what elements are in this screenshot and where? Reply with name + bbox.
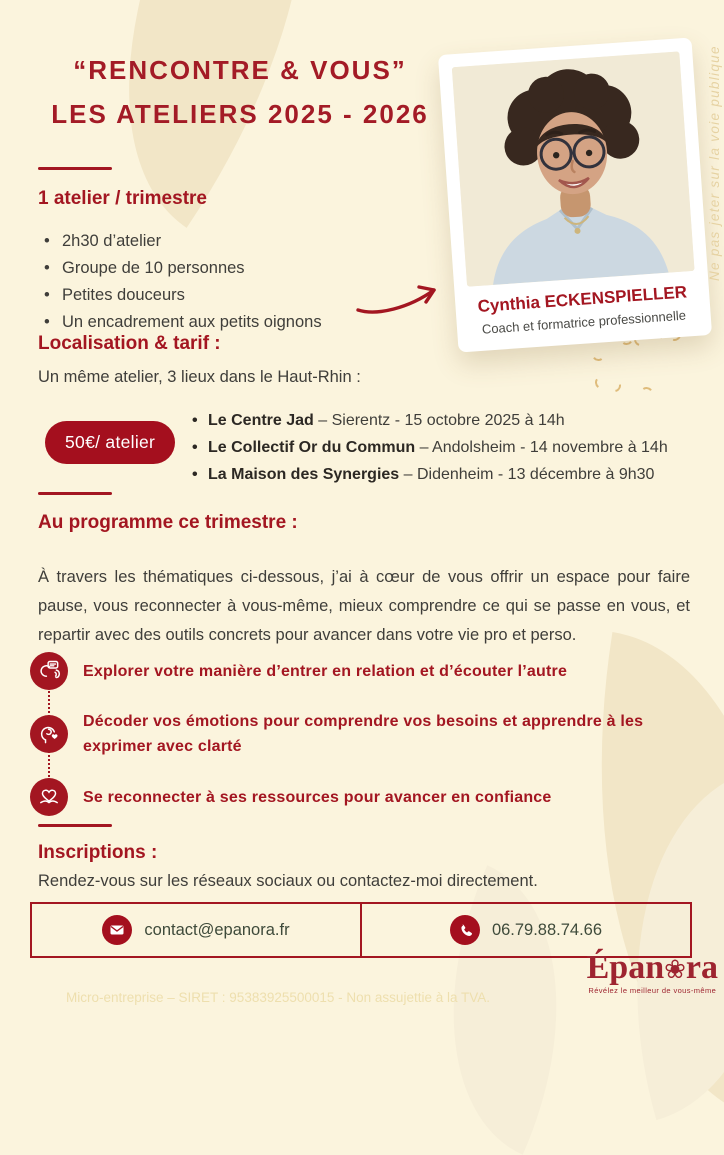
- venue-name: La Maison des Synergies: [208, 466, 400, 483]
- divider: [38, 167, 112, 170]
- divider: [38, 492, 112, 495]
- portrait-photo: [452, 51, 695, 286]
- email-address[interactable]: contact@epanora.fr: [144, 920, 290, 939]
- venue-name: Le Collectif Or du Commun: [208, 439, 416, 456]
- flower-icon: ❀: [664, 955, 686, 985]
- venue-details: – Andolsheim - 14 novembre à 14h: [415, 439, 668, 456]
- program-item: [30, 652, 700, 690]
- list-item: • Petites douceurs: [44, 282, 322, 309]
- curved-arrow-icon: [355, 281, 443, 322]
- phone-icon: [450, 915, 480, 945]
- speech-listening-icon: [30, 652, 68, 690]
- person-name: Cynthia ECKENSPIELLER: [477, 282, 688, 317]
- list-item: • Groupe de 10 personnes: [44, 255, 322, 282]
- person-role: Coach et formatrice professionnelle: [481, 307, 687, 337]
- program-item-label: Décoder vos émotions pour comprendre vos besoins et apprendre à les exprimer avec clarté: [83, 713, 644, 755]
- section-heading-registration: Inscriptions :: [38, 842, 158, 863]
- envelope-icon: [102, 915, 132, 945]
- title-line-1: “RENCONTRE & VOUS”: [73, 55, 407, 85]
- registration-text: Rendez-vous sur les réseaux sociaux ou contactez-moi directement.: [38, 872, 538, 890]
- venue-row: [192, 407, 668, 434]
- polaroid-photo-card: [438, 38, 712, 353]
- venue-list: [192, 407, 668, 488]
- program-item-label: Se reconnecter à ses ressources pour avancer en confiance: [83, 788, 552, 806]
- brand-tagline: Révélez le meilleur de vous-même: [588, 986, 717, 995]
- mind-heart-icon: [30, 715, 68, 753]
- heart-in-hands-icon: [30, 778, 68, 816]
- list-item: • 2h30 d’atelier: [44, 228, 322, 255]
- program-item: [30, 778, 700, 816]
- brand-name-suffix: ra: [685, 949, 718, 986]
- venue-details: – Sierentz - 15 octobre 2025 à 14h: [313, 412, 565, 429]
- section-heading-location: Localisation & tarif :: [38, 333, 221, 354]
- list-item: • Un encadrement aux petits oignons: [44, 309, 322, 336]
- brand-name: [587, 948, 718, 990]
- program-item: [30, 709, 700, 759]
- venue-details: – Didenheim - 13 décembre à 9h30: [399, 466, 655, 483]
- program-item-label: Explorer votre manière d’entrer en relation et d’écouter l’autre: [83, 662, 568, 680]
- divider: [38, 824, 112, 827]
- section-heading-frequency: 1 atelier / trimestre: [38, 188, 207, 209]
- venue-name: Le Centre Jad: [208, 412, 314, 429]
- email-contact[interactable]: [32, 904, 360, 956]
- venue-row: [192, 434, 668, 461]
- brand-logo: [587, 948, 718, 995]
- program-intro: À travers les thématiques ci-dessous, j’ai à cœur de vous offrir un espace pour faire pause, vous reconnecter à vous-même, mieux comprendre ce qui se passe en vous, et repartir avec des outils concrets pour avancer dans votre vie pro et perso.: [38, 567, 690, 644]
- price-badge: 50€/ atelier: [45, 421, 175, 464]
- phone-number[interactable]: 06.79.88.74.66: [491, 920, 603, 939]
- venue-row: [192, 461, 668, 488]
- program-item-list: [30, 652, 700, 835]
- side-note: Ne pas jeter sur la voie publique: [707, 45, 722, 281]
- legal-note: Micro-entreprise – SIRET : 95383925500015 - Non assujettie à la TVA.: [66, 990, 490, 1005]
- page-title: [30, 48, 450, 136]
- location-intro: Un même atelier, 3 lieux dans le Haut-Rhin :: [38, 368, 361, 386]
- section-heading-program: Au programme ce trimestre :: [38, 512, 298, 533]
- title-line-2: LES ATELIERS 2025 - 2026: [51, 99, 429, 129]
- workshop-feature-list: [44, 228, 322, 336]
- brand-name-prefix: Épan: [586, 949, 665, 986]
